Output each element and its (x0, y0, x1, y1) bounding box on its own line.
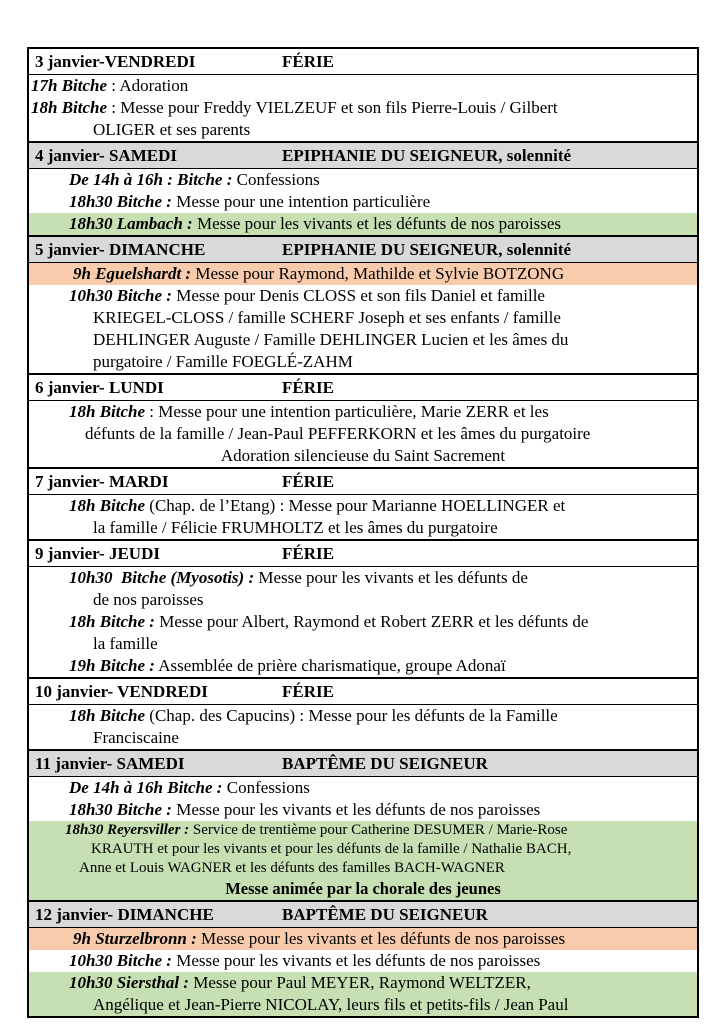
day-section (29, 235, 697, 373)
entry-time-place: 19h Bitche : (69, 656, 155, 675)
mass-entry (29, 213, 697, 235)
entry-line (29, 972, 697, 994)
entry-time-place: 10h30 Bitche (Myosotis) : (69, 568, 255, 587)
entry-line (29, 517, 697, 539)
day-header (29, 467, 697, 495)
entry-text: Confessions (232, 170, 320, 189)
entry-text: Messe pour Raymond, Mathilde et Sylvie BOTZONG (191, 264, 565, 283)
entry-line (29, 495, 697, 517)
day-section (29, 749, 697, 900)
entry-text: KRIEGEL-CLOSS / famille SCHERF Joseph et ses enfants / famille (93, 308, 561, 327)
entry-text: de nos paroisses (93, 590, 204, 609)
entry-line (29, 727, 697, 749)
entry-time-place: 9h Sturzelbronn : (73, 929, 197, 948)
entry-text: défunts de la famille / Jean-Paul PEFFERKORN et les âmes du purgatoire (85, 424, 591, 443)
day-feast: BAPTÊME DU SEIGNEUR (282, 905, 488, 924)
entry-line (29, 655, 697, 677)
entry-time-place: 10h30 Siersthal : (69, 973, 189, 992)
entry-time-place: 18h30 Reyersviller : (65, 822, 190, 838)
day-section (29, 373, 697, 467)
day-date: 10 janvier- VENDREDI (35, 682, 208, 701)
mass-entry (29, 169, 697, 213)
entry-line (29, 351, 697, 373)
day-feast: FÉRIE (282, 544, 334, 563)
entry-line (29, 285, 697, 307)
day-feast: EPIPHANIE DU SEIGNEUR, solennité (282, 146, 572, 165)
entry-text: Messe pour les vivants et les défunts de nos paroisses (171, 951, 541, 970)
entry-text: Angélique et Jean-Pierre NICOLAY, leurs fils et petits-fils / Jean Paul (93, 995, 569, 1014)
entry-line (29, 191, 697, 213)
entry-text: Adoration silencieuse du Saint Sacrement (220, 446, 506, 465)
entry-text: Messe pour Paul MEYER, Raymond WELTZER, (188, 973, 531, 992)
entry-text: Messe pour les vivants et les défunts de nos paroisses (171, 800, 541, 819)
day-feast: FÉRIE (282, 52, 334, 71)
mass-entry (29, 705, 697, 749)
entry-line (29, 840, 697, 859)
day-header (29, 900, 697, 928)
day-section (29, 49, 697, 141)
entry-line (29, 705, 697, 727)
entry-line (29, 97, 697, 119)
entry-line (29, 611, 697, 633)
entry-line (29, 445, 697, 467)
entry-time-place: 18h Bitche (31, 98, 108, 117)
entry-text: la famille (93, 634, 158, 653)
entry-text: : Messe pour Freddy VIELZEUF et son fils Pierre-Louis / Gilbert (107, 98, 558, 117)
entry-text: Assemblée de prière charismatique, groupe Adonaï (154, 656, 506, 675)
entry-time-place: 17h Bitche (31, 76, 108, 95)
mass-entry (29, 928, 697, 950)
mass-entry (29, 401, 697, 467)
entry-text: KRAUTH et pour les vivants et pour les défunts de la famille / Nathalie BACH, (91, 841, 572, 857)
entry-time-place: De 14h à 16h Bitche : (69, 778, 223, 797)
entry-text: Messe pour les vivants et les défunts de (254, 568, 528, 587)
day-section (29, 677, 697, 749)
entry-time-place: 18h30 Bitche : (69, 192, 172, 211)
entry-line (29, 423, 697, 445)
entry-line (29, 878, 697, 900)
entry-line (29, 821, 697, 840)
entry-time-place: 18h30 Bitche : (69, 800, 172, 819)
entry-text: Service de trentième pour Catherine DESUMER / Marie-Rose (189, 822, 568, 838)
entry-text: (Chap. des Capucins) : Messe pour les défunts de la Famille (145, 706, 558, 725)
day-header (29, 677, 697, 705)
entry-text: Messe pour Denis CLOSS et son fils Daniel et famille (171, 286, 545, 305)
day-header (29, 373, 697, 401)
entry-text: : Messe pour une intention particulière, Marie ZERR et les (145, 402, 549, 421)
day-section (29, 539, 697, 677)
day-date: 7 janvier- MARDI (35, 472, 169, 491)
entry-line (29, 401, 697, 423)
entry-text: Messe pour Albert, Raymond et Robert ZERR et les défunts de (154, 612, 589, 631)
mass-entry (29, 777, 697, 821)
mass-entry (29, 950, 697, 972)
entry-text: la famille / Félicie FRUMHOLTZ et les âmes du purgatoire (93, 518, 498, 537)
day-header (29, 749, 697, 777)
entry-text: Franciscaine (93, 728, 179, 747)
entry-time-place: 18h30 Lambach : (69, 214, 193, 233)
entry-line (29, 950, 697, 972)
day-feast: FÉRIE (282, 682, 334, 701)
entry-time-place: De 14h à 16h : Bitche : (69, 170, 233, 189)
entry-time-place: 18h Bitche (69, 496, 146, 515)
entry-time-place: 10h30 Bitche : (69, 286, 172, 305)
entry-line (29, 329, 697, 351)
day-feast: FÉRIE (282, 378, 334, 397)
mass-entry (29, 495, 697, 539)
day-date: 9 janvier- JEUDI (35, 544, 160, 563)
day-header (29, 49, 697, 75)
day-date: 3 janvier-VENDREDI (35, 52, 196, 71)
entry-time-place: 9h Eguelshardt : (73, 264, 192, 283)
entry-line (29, 994, 697, 1016)
entry-text: Messe pour une intention particulière (171, 192, 431, 211)
day-section (29, 467, 697, 539)
day-date: 11 janvier- SAMEDI (35, 754, 185, 773)
entry-time-place: 18h Bitche : (69, 612, 155, 631)
day-date: 12 janvier- DIMANCHE (35, 905, 214, 924)
day-section (29, 141, 697, 235)
entry-time-place: 18h Bitche (69, 402, 146, 421)
entry-line (29, 777, 697, 799)
entry-text: Messe animée par la chorale des jeunes (225, 879, 501, 898)
mass-entry (29, 263, 697, 285)
day-date: 5 janvier- DIMANCHE (35, 240, 206, 259)
entry-text: purgatoire / Famille FOEGLÉ-ZAHM (93, 352, 353, 371)
entry-text: : Adoration (107, 76, 189, 95)
entry-line (29, 799, 697, 821)
day-header (29, 539, 697, 567)
mass-entry (29, 821, 697, 900)
entry-text: Messe pour les vivants et les défunts de nos paroisses (192, 214, 562, 233)
entry-text: Anne et Louis WAGNER et les défunts des familles BACH-WAGNER (79, 860, 505, 876)
entry-line (29, 75, 697, 97)
day-header (29, 141, 697, 169)
entry-line (29, 567, 697, 589)
entry-time-place: 18h Bitche (69, 706, 146, 725)
entry-text: Messe pour les vivants et les défunts de nos paroisses (196, 929, 566, 948)
day-date: 4 janvier- SAMEDI (35, 146, 177, 165)
day-feast: EPIPHANIE DU SEIGNEUR, solennité (282, 240, 572, 259)
entry-line (29, 169, 697, 191)
day-date: 6 janvier- LUNDI (35, 378, 164, 397)
entry-text: DEHLINGER Auguste / Famille DEHLINGER Lucien et les âmes du (93, 330, 569, 349)
entry-line (29, 633, 697, 655)
entry-line (29, 307, 697, 329)
day-feast: BAPTÊME DU SEIGNEUR (282, 754, 488, 773)
mass-entry (29, 972, 697, 1016)
entry-line (29, 213, 697, 235)
entry-time-place: 10h30 Bitche : (69, 951, 172, 970)
entry-line (29, 263, 697, 285)
schedule-table (27, 47, 699, 1018)
entry-text: Confessions (222, 778, 310, 797)
day-feast: FÉRIE (282, 472, 334, 491)
mass-entry (29, 285, 697, 373)
entry-line (29, 928, 697, 950)
entry-line (29, 589, 697, 611)
mass-entry (29, 567, 697, 677)
day-header (29, 235, 697, 263)
day-section (29, 900, 697, 1016)
entry-line (29, 859, 697, 878)
entry-text: (Chap. de l’Etang) : Messe pour Marianne HOELLINGER et (145, 496, 566, 515)
mass-entry (29, 75, 697, 141)
entry-line (29, 119, 697, 141)
entry-text: OLIGER et ses parents (93, 120, 251, 139)
